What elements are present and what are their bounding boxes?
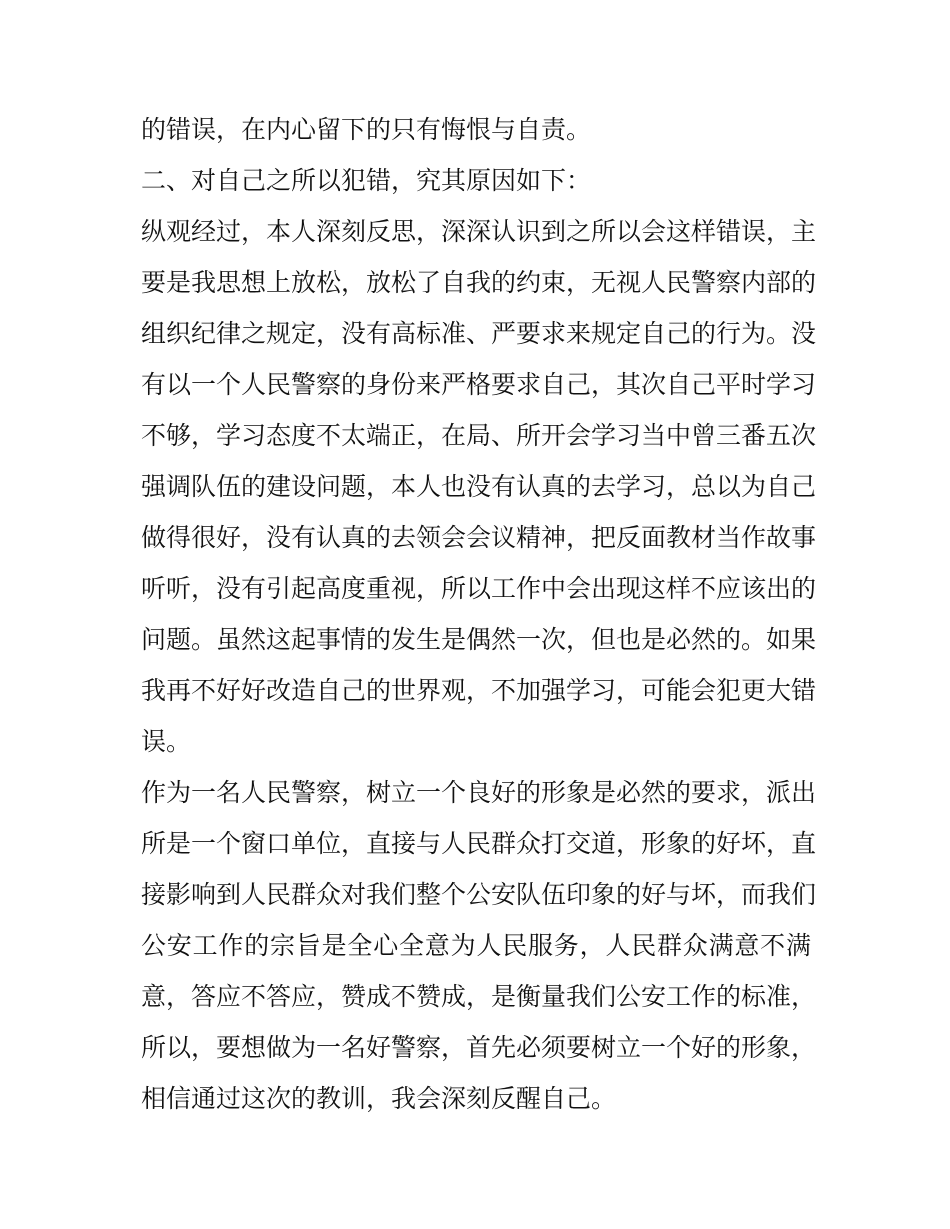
text-line: 我再不好好改造自己的世界观，不加强学习，可能会犯更大错 (141, 676, 817, 705)
text-line: 做得很好，没有认真的去领会会议精神，把反面教材当作故事 (141, 523, 817, 552)
text-line: 相信通过这次的教训，我会深刻反醒自己。 (141, 1084, 617, 1113)
text-line: 误。 (141, 727, 192, 756)
text-line: 接影响到人民群众对我们整个公安队伍印象的好与坏，而我们 (141, 880, 817, 909)
text-line: 纵观经过，本人深刻反思，深深认识到之所以会这样错误，主 (141, 217, 817, 246)
text-line: 公安工作的宗旨是全心全意为人民服务，人民群众满意不满 (141, 931, 811, 960)
text-line: 不够，学习态度不太端正，在局、所开会学习当中曾三番五次 (141, 421, 817, 450)
text-line: 强调队伍的建设问题，本人也没有认真的去学习，总以为自己 (141, 472, 817, 501)
text-line: 听听，没有引起高度重视，所以工作中会出现这样不应该出的 (141, 574, 817, 603)
text-line: 要是我思想上放松，放松了自我的约束，无视人民警察内部的 (141, 268, 817, 297)
text-line: 作为一名人民警察，树立一个良好的形象是必然的要求，派出 (141, 778, 817, 807)
text-line: 组织纪律之规定，没有高标准、严要求来规定自己的行为。没 (141, 319, 817, 348)
document-body (141, 104, 821, 1124)
section-heading: 二、对自己之所以犯错，究其原因如下： (141, 166, 592, 195)
text-line: 所是一个窗口单位，直接与人民群众打交道，形象的好坏，直 (141, 829, 817, 858)
text-line: 的错误，在内心留下的只有悔恨与自责。 (141, 115, 592, 144)
text-line: 问题。虽然这起事情的发生是偶然一次，但也是必然的。如果 (141, 625, 817, 654)
text-line: 有以一个人民警察的身份来严格要求自己，其次自己平时学习 (141, 370, 817, 399)
text-line: 所以，要想做为一名好警察，首先必须要树立一个好的形象， (141, 1033, 817, 1062)
text-line: 意，答应不答应，赞成不赞成，是衡量我们公安工作的标准， (141, 982, 817, 1011)
